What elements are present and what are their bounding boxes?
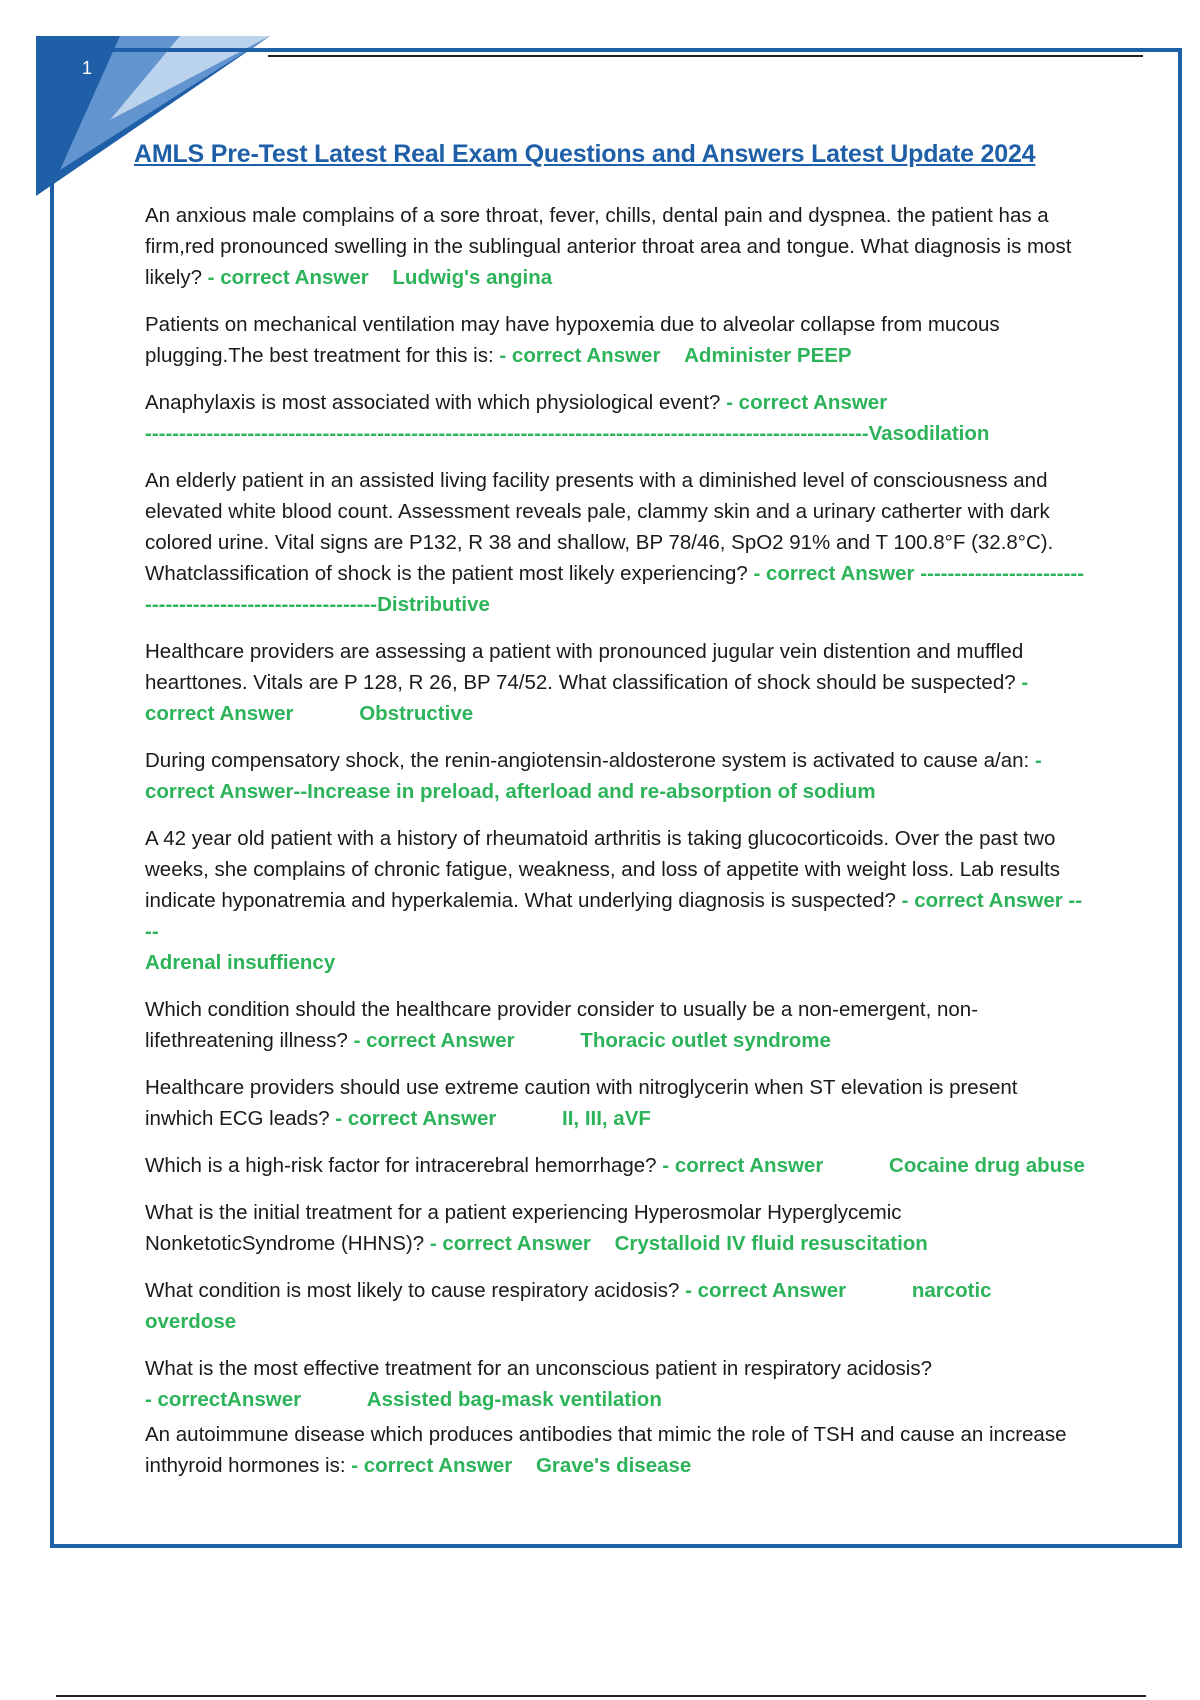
question-text: An anxious male complains of a sore throat, fever, chills, dental pain and dyspnea. the patient has a firm,red pronounced swelling in the sublingual anterior throat area and tongue. What diagnosis is most likely?	[145, 204, 1072, 289]
answer-text: Administer PEEP	[684, 344, 852, 367]
answer-text: Assisted bag-mask ventilation	[366, 1388, 662, 1411]
answer-text: Increase in preload, afterload and re-absorption of sodium	[307, 780, 876, 803]
qa-item: An autoimmune disease which produces antibodies that mimic the role of TSH and cause an increase inthyroid hormones is: - correct Answer Grave's disease	[145, 1423, 1067, 1477]
answer-leader: ----------------------------------------------------------	[145, 562, 1085, 616]
answer-text: Distributive	[377, 593, 490, 616]
qa-list	[145, 200, 1085, 1497]
answer-label: correct Answer	[145, 702, 294, 725]
document-title: AMLS Pre-Test Latest Real Exam Questions and Answers Latest Update 2024	[134, 140, 1036, 168]
page-number: 1	[82, 58, 93, 78]
question-text: An elderly patient in an assisted living facility presents with a diminished level of consciousness and elevated white blood count. Assessment reveals pale, clammy skin and a urinary catherter with dark colored urine. Vital signs are P132, R 38 and shallow, BP 78/46, SpO2 91% and T 100.8°F (32.8°C). Whatclassification of shock is the patient most likely experiencing?	[145, 469, 1054, 585]
question-text: Anaphylaxis is most associated with which physiological event?	[145, 391, 721, 414]
answer-leader: ----	[145, 889, 1083, 943]
qa-item: What condition is most likely to cause respiratory acidosis? - correct Answer narcotic overdose	[145, 1279, 992, 1333]
answer-label: correct Answer	[442, 1232, 591, 1255]
answer-label: correct Answer	[511, 344, 661, 367]
qa-item: A 42 year old patient with a history of rheumatoid arthritis is taking glucocorticoids. Over the past two weeks, she complains of chronic fatigue, weakness, and loss of appetite with weight loss. Lab results indicate hyponatremia and hyperkalemia. What underlying diagnosis is suspected? - correct Answer ---- Adrenal insuffiency	[145, 823, 1085, 978]
answer-label: correct Answer	[347, 1107, 497, 1130]
answer-leader: ----------------------------------------------------------------------------------------------------------	[145, 422, 869, 445]
answer-text: Cocaine drug abuse	[889, 1154, 1085, 1177]
footer-rule	[56, 1695, 1146, 1697]
answer-label: correct Answer	[220, 266, 369, 289]
answer-label: correct Answer	[366, 1029, 515, 1052]
qa-item: Which is a high-risk factor for intracerebral hemorrhage? - correct Answer Cocaine drug abuse	[145, 1154, 1085, 1177]
qa-item: Anaphylaxis is most associated with which physiological event? - correct Answer ----------------------------------------------------------------------------------------------------------Vasodilation	[145, 391, 990, 445]
qa-item: An anxious male complains of a sore throat, fever, chills, dental pain and dyspnea. the patient has a firm,red pronounced swelling in the sublingual anterior throat area and tongue. What diagnosis is most likely? - correct Answer Ludwig's angina	[145, 204, 1072, 289]
answer-label: correct Answer	[697, 1279, 847, 1302]
answer-label: correct Answer	[674, 1154, 824, 1177]
question-text: During compensatory shock, the renin-angiotensin-aldosterone system is activated to cause a/an:	[145, 749, 1030, 772]
question-text: What condition is most likely to cause respiratory acidosis?	[145, 1279, 680, 1302]
qa-item: An elderly patient in an assisted living facility presents with a diminished level of consciousness and elevated white blood count. Assessment reveals pale, clammy skin and a urinary catherter with dark colored urine. Vital signs are P132, R 38 and shallow, BP 78/46, SpO2 91% and T 100.8°F (32.8°C). Whatclassification of shock is the patient most likely experiencing? - correct Answer ----------------------------------------------------------Distributive	[145, 469, 1085, 616]
qa-item: Healthcare providers are assessing a patient with pronounced jugular vein distention and muffled hearttones. Vitals are P 128, R 26, BP 74/52. What classification of shock should be suspected? - correct Answer Obstructive	[145, 640, 1029, 725]
answer-text: Obstructive	[359, 702, 474, 725]
qa-item: Patients on mechanical ventilation may have hypoxemia due to alveolar collapse from mucous plugging.The best treatment for this is: - correct Answer Administer PEEP	[145, 313, 1000, 367]
qa-item: What is the initial treatment for a patient experiencing Hyperosmolar Hyperglycemic NonketoticSyndrome (HHNS)? - correct Answer Crystalloid IV fluid resuscitation	[145, 1201, 928, 1255]
answer-text: Vasodilation	[868, 422, 990, 445]
answer-text: Crystalloid IV fluid resuscitation	[614, 1232, 928, 1255]
question-text: Healthcare providers are assessing a patient with pronounced jugular vein distention and muffled hearttones. Vitals are P 128, R 26, BP 74/52. What classification of shock should be suspected?	[145, 640, 1024, 694]
question-text: Patients on mechanical ventilation may have hypoxemia due to alveolar collapse from mucous plugging.The best treatment for this is:	[145, 313, 1000, 367]
question-text: Which condition should the healthcare provider consider to usually be a non-emergent, non-lifethreatening illness?	[145, 998, 979, 1052]
answer-text: Ludwig's angina	[392, 266, 553, 289]
question-text: Healthcare providers should use extreme caution with nitroglycerin when ST elevation is present inwhich ECG leads?	[145, 1076, 1018, 1130]
question-text: What is the most effective treatment for an unconscious patient in respiratory acidosis?	[145, 1357, 932, 1380]
answer-text: Thoracic outlet syndrome	[580, 1029, 831, 1052]
question-text: Which is a high-risk factor for intracerebral hemorrhage?	[145, 1154, 657, 1177]
qa-item: What is the most effective treatment for an unconscious patient in respiratory acidosis? - correctAnswer Assisted bag-mask ventilation	[145, 1357, 932, 1411]
answer-label: correct Answer	[738, 391, 888, 414]
answer-text: Grave's disease	[535, 1454, 692, 1477]
qa-item: Healthcare providers should use extreme caution with nitroglycerin when ST elevation is present inwhich ECG leads? - correct Answer II, III, aVF	[145, 1076, 1018, 1130]
answer-text: narcotic overdose	[145, 1279, 992, 1333]
qa-item: During compensatory shock, the renin-angiotensin-aldosterone system is activated to cause a/an: - correct Answer--Increase in preload, afterload and re-absorption of sodium	[145, 749, 1042, 803]
question-text: What is the initial treatment for a patient experiencing Hyperosmolar Hyperglycemic NonketoticSyndrome (HHNS)?	[145, 1201, 902, 1255]
answer-label: correct Answer	[766, 562, 915, 585]
answer-text: II, III, aVF	[562, 1107, 651, 1130]
question-text: An autoimmune disease which produces antibodies that mimic the role of TSH and cause an increase inthyroid hormones is:	[145, 1423, 1067, 1477]
answer-label: correct Answer	[145, 780, 294, 803]
answer-text: Adrenal insuffiency	[145, 951, 336, 974]
answer-label: correct Answer	[914, 889, 1063, 912]
question-text: A 42 year old patient with a history of rheumatoid arthritis is taking glucocorticoids. Over the past two weeks, she complains of chronic fatigue, weakness, and loss of appetite with weight loss. Lab results indicate hyponatremia and hyperkalemia. What underlying diagnosis is suspected?	[145, 827, 1061, 912]
answer-label: correctAnswer	[157, 1388, 302, 1411]
answer-leader: --	[293, 780, 308, 803]
answer-label: correct Answer	[363, 1454, 513, 1477]
qa-item: Which condition should the healthcare provider consider to usually be a non-emergent, non-lifethreatening illness? - correct Answer Thoracic outlet syndrome	[145, 998, 979, 1052]
